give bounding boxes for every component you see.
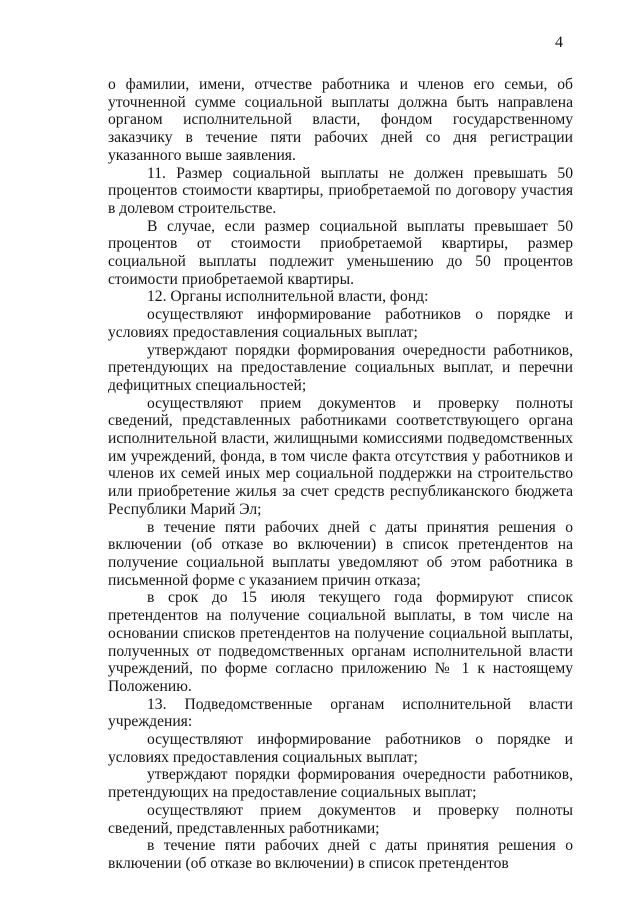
paragraph-12-informing: осуществляют информирование работников о порядке и условиях предоставления социальных выплат; <box>108 306 573 341</box>
paragraph-item-13-heading: 13. Подведомственные органам исполнительной власти учреждения: <box>108 695 573 731</box>
document-body <box>108 76 573 873</box>
paragraph-12-notification: в течение пяти рабочих дней с даты принятия решения о включении (об отказе во включении) в список претендентов на получение социальной выплаты уведомляют об этом работника в письменной форме с указанием причин отказа; <box>108 518 573 589</box>
paragraph-12-document-check: осуществляют прием документов и проверку полноты сведений, представленных работниками соответствующего органа исполнительной власти, жилищными комиссиями подведомственных им учреждений, фонда, в том числе факта отсутствия у работников и членов их семей иных мер социальной поддержки на строительство или приобретение жилья за счет средств республиканского бюджета Республики Марий Эл; <box>108 394 573 518</box>
paragraph-13-notification: в течение пяти рабочих дней с даты принятия решения о включении (об отказе во включении) в список претендентов <box>108 837 573 872</box>
paragraph-item-11: 11. Размер социальной выплаты не должен превышать 50 процентов стоимости квартиры, приобретаемой по договору участия в долевом строительстве. <box>108 164 573 217</box>
paragraph-13-document-check: осуществляют прием документов и проверку полноты сведений, представленных работниками; <box>108 801 573 837</box>
paragraph-continuation: о фамилии, имени, отчестве работника и членов его семьи, об уточненной сумме социальной выплаты должна быть направлена органом исполнительной власти, фондом государственному заказчику в течение пяти рабочих дней со дня регистрации указанного выше заявления. <box>108 76 573 164</box>
page-number: 4 <box>555 34 563 51</box>
paragraph-13-informing: осуществляют информирование работников о порядке и условиях предоставления социальных выплат; <box>108 731 573 766</box>
paragraph-reduction-rule: В случае, если размер социальной выплаты превышает 50 процентов от стоимости приобретаемой квартиры, размер социальной выплаты подлежит уменьшению до 50 процентов стоимости приобретаемой квартиры. <box>108 217 573 288</box>
paragraph-12-candidate-list: в срок до 15 июля текущего года формируют список претендентов на получение социальной выплаты, в том числе на основании списков претендентов на получение социальной выплаты, полученных от подведомственных органам исполнительной власти учреждений, по форме согласно приложению № 1 к настоящему Положению. <box>108 589 573 695</box>
paragraph-13-queue-order: утверждают порядки формирования очередности работников, претендующих на предоставление социальных выплат; <box>108 766 573 802</box>
paragraph-12-queue-order: утверждают порядки формирования очередности работников, претендующих на предоставление социальных выплат, и перечни дефицитных специальностей; <box>108 341 573 394</box>
paragraph-item-12-heading: 12. Органы исполнительной власти, фонд: <box>147 288 429 306</box>
